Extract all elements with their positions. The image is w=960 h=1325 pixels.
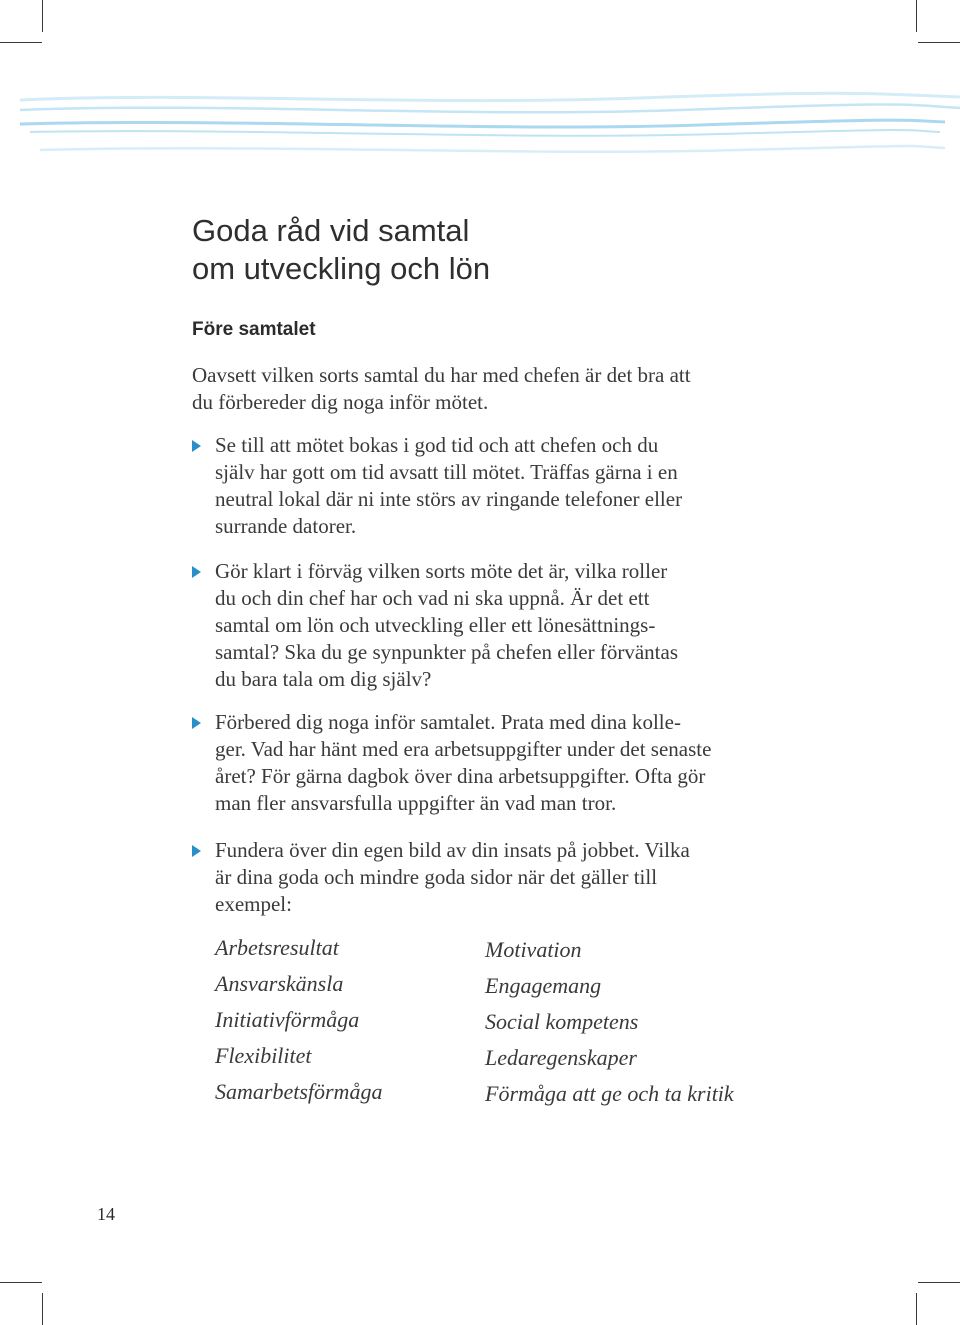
bullet-line: samtal? Ska du ge synpunkter på chefen eller förväntas [215, 640, 678, 664]
intro-paragraph [192, 362, 792, 416]
qualities-list-right [485, 932, 734, 1112]
wave-line-3 [20, 120, 945, 127]
qualities-list-left [215, 930, 382, 1110]
wave-line-1 [20, 93, 960, 100]
bullet-line: Fundera över din egen bild av din insats på jobbet. Vilka [215, 838, 690, 862]
bullet-text [215, 432, 792, 540]
bullet-arrow-icon [192, 845, 201, 857]
bullet-line: själv har gott om tid avsatt till mötet. Träffas gärna i en [215, 460, 678, 484]
crop-mark-bottom-right-horizontal [918, 1282, 960, 1283]
bullet-arrow-icon [192, 717, 201, 729]
bullet-line: året? För gärna dagbok över dina arbetsuppgifter. Ofta gör [215, 764, 706, 788]
crop-mark-top-right-vertical [916, 0, 917, 32]
bullet-arrow-icon [192, 566, 201, 578]
quality-item: Förmåga att ge och ta kritik [485, 1081, 734, 1106]
quality-item: Motivation [485, 937, 582, 962]
bullet-line: Gör klart i förväg vilken sorts möte det är, vilka roller [215, 559, 668, 583]
quality-item: Engagemang [485, 973, 602, 998]
quality-item: Flexibilitet [215, 1043, 312, 1068]
bullet-text [215, 709, 792, 817]
quality-item: Samarbetsförmåga [215, 1079, 383, 1104]
quality-item: Initiativförmåga [215, 1007, 360, 1032]
bullet-text [215, 837, 792, 918]
section-heading: Före samtalet [192, 319, 316, 340]
quality-item: Arbetsresultat [215, 935, 339, 960]
bullet-item [192, 837, 792, 918]
intro-line: Oavsett vilken sorts samtal du har med chefen är det bra att [192, 363, 691, 387]
crop-mark-top-right-horizontal [918, 42, 960, 43]
bullet-line: är dina goda och mindre goda sidor när det gäller till [215, 865, 658, 889]
bullet-text [215, 558, 792, 693]
bullet-item [192, 432, 792, 540]
intro-line: du förbereder dig noga inför mötet. [192, 390, 489, 414]
bullet-line: surrande datorer. [215, 514, 357, 538]
crop-mark-bottom-left-vertical [42, 1293, 43, 1325]
bullet-arrow-icon [192, 440, 201, 452]
page-number: 14 [97, 1204, 115, 1224]
bullet-line: ger. Vad har hänt med era arbetsuppgifter under det senaste [215, 737, 712, 761]
title-line: om utveckling och lön [192, 251, 491, 286]
bullet-line: man fler ansvarsfulla uppgifter än vad man tror. [215, 791, 617, 815]
bullet-line: du bara tala om dig själv? [215, 667, 432, 691]
bullet-line: exempel: [215, 892, 292, 916]
bullet-line: Förbered dig noga inför samtalet. Prata med dina kolle- [215, 710, 681, 734]
page-title [192, 212, 490, 288]
wave-line-2 [20, 105, 960, 113]
bullet-item [192, 558, 792, 693]
crop-mark-bottom-right-vertical [916, 1293, 917, 1325]
bullet-line: Se till att mötet bokas i god tid och att chefen och du [215, 433, 659, 457]
bullet-line: neutral lokal där ni inte störs av ringande telefoner eller [215, 487, 683, 511]
bullet-line: samtal om lön och utveckling eller ett lönesättnings- [215, 613, 656, 637]
header-wave-decoration [0, 88, 960, 168]
bullet-line: du och din chef har och vad ni ska uppnå. Är det ett [215, 586, 650, 610]
wave-line-5 [40, 146, 945, 152]
quality-item: Ledaregenskaper [485, 1045, 637, 1070]
quality-item: Ansvarskänsla [215, 971, 344, 996]
crop-mark-bottom-left-horizontal [0, 1282, 42, 1283]
crop-mark-top-left-horizontal [0, 42, 42, 43]
title-line: Goda råd vid samtal [192, 213, 470, 248]
quality-item: Social kompetens [485, 1009, 639, 1034]
wave-line-4 [30, 130, 940, 136]
bullet-item [192, 709, 792, 817]
crop-mark-top-left-vertical [42, 0, 43, 32]
